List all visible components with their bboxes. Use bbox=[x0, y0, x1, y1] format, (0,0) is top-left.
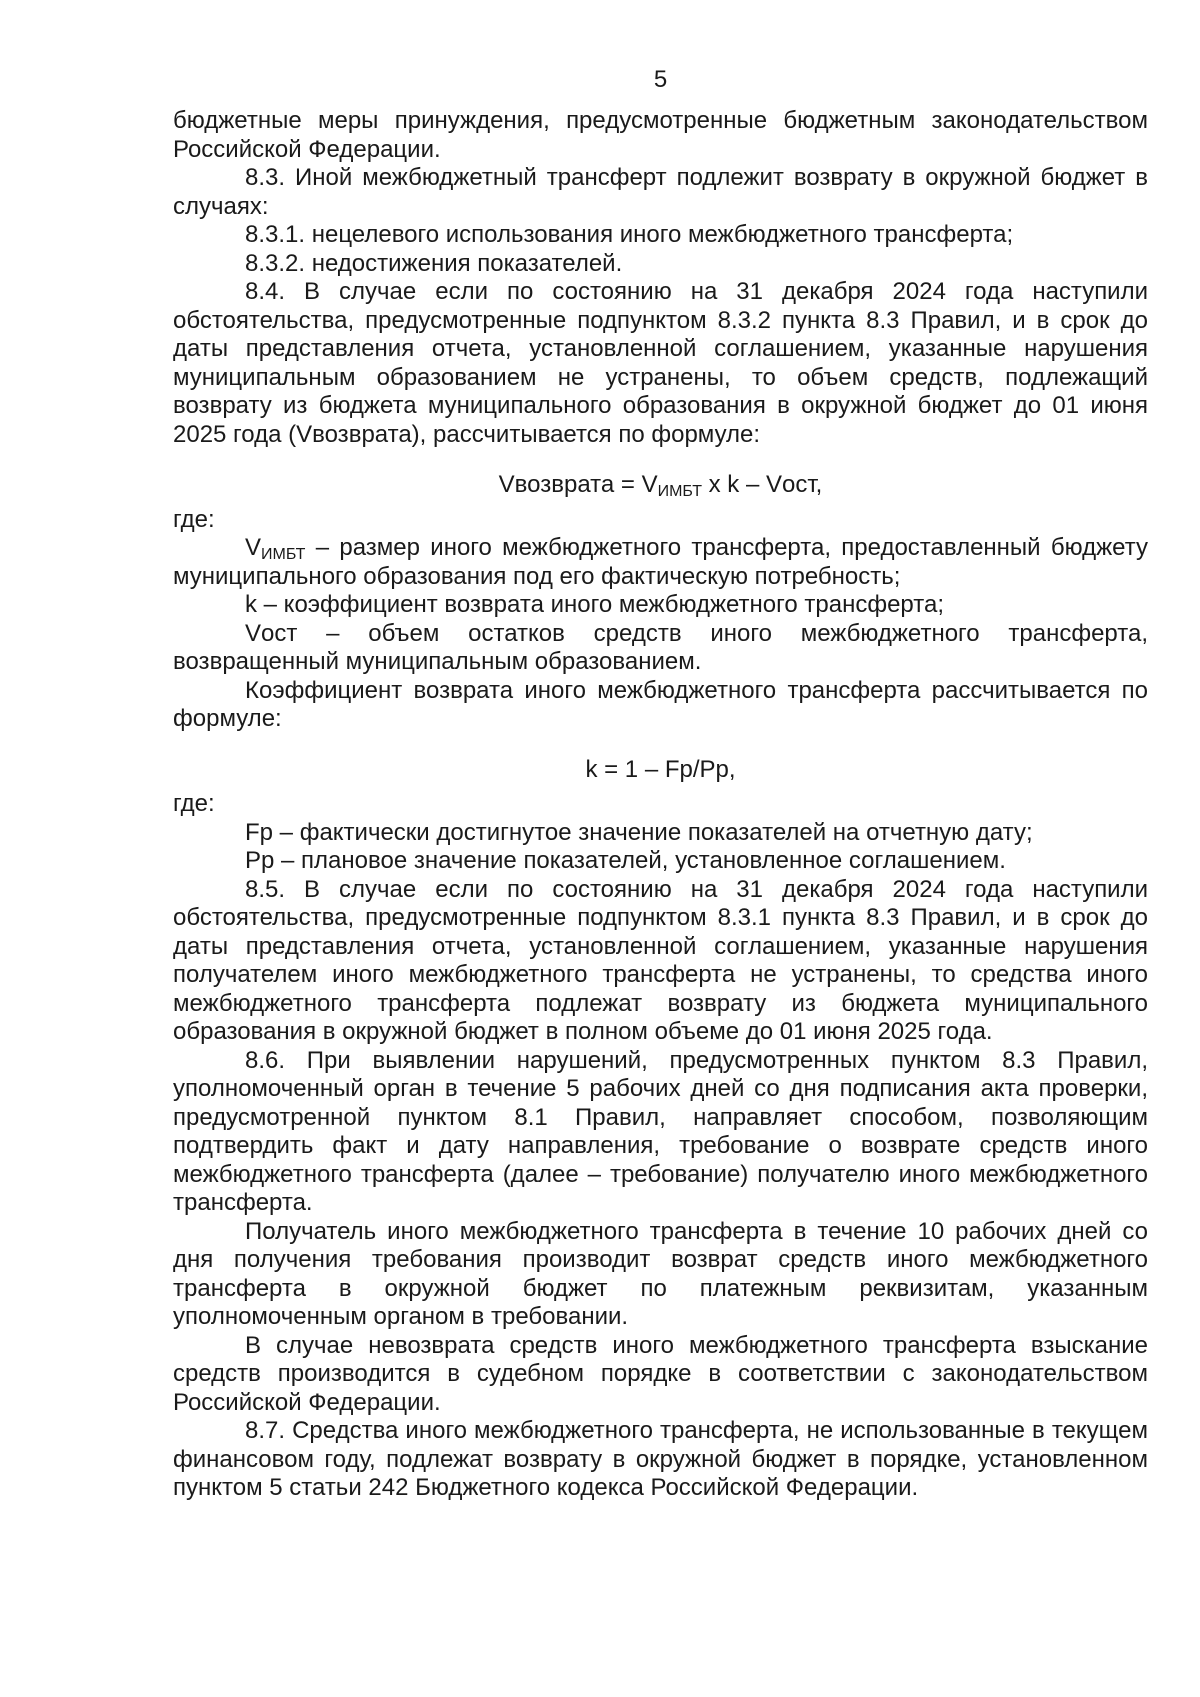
definition-vimbt bbox=[173, 534, 1148, 591]
paragraph-8-3: 8.3. Иной межбюджетный трансферт подлежит возврату в окружной бюджет в случаях: bbox=[173, 164, 1148, 220]
paragraph-budget-measures: бюджетные меры принуждения, предусмотренные бюджетным законодательством Российской Федерации. bbox=[173, 107, 1148, 163]
definition-k: k – коэффициент возврата иного межбюджетного трансферта; bbox=[245, 591, 944, 618]
definition-fp: Fp – фактически достигнутое значение показателей на отчетную дату; bbox=[245, 818, 1033, 846]
where-label-1: где: bbox=[173, 505, 215, 533]
formula-return-volume bbox=[173, 471, 1148, 500]
paragraph-coefficient: Коэффициент возврата иного межбюджетного трансферта рассчитывается по формуле: bbox=[173, 676, 1148, 732]
document-page bbox=[173, 66, 1148, 1503]
formula-return-subscript: ИМБТ bbox=[657, 483, 702, 500]
paragraph-8-5: 8.5. В случае если по состоянию на 31 декабря 2024 года наступили обстоятельства, предусмотренные подпунктом 8.3.1 пункта 8.3 Правил, и в срок до даты представления отчета, установленной соглашением, указанные нарушения получателем иного межбюджетного трансферта не устранены, то средства иного межбюджетного трансферта подлежат возврату из бюджета муниципального образования в окружной бюджет в полном объеме до 01 июня 2025 года. bbox=[173, 875, 1148, 1045]
definition-vimbt-text: – размер иного межбюджетного трансферта, предоставленный бюджету муниципального образования под его фактическую потребность; bbox=[173, 534, 1148, 590]
formula-return-lhs: Vвозврата = V bbox=[498, 471, 658, 498]
definition-pp: Pp – плановое значение показателей, установленное соглашением. bbox=[245, 847, 1006, 874]
page-number: 5 bbox=[653, 66, 668, 93]
paragraph-8-3-2: 8.3.2. недостижения показателей. bbox=[245, 249, 623, 277]
paragraph-8-4: 8.4. В случае если по состоянию на 31 декабря 2024 года наступили обстоятельства, предусмотренные подпунктом 8.3.2 пункта 8.3 Правил, и в срок до даты представления отчета, установленной соглашением, указанные нарушения муниципальным образованием не устранены, то объем средств, подлежащий возврату из бюджета муниципального образования в окружной бюджет до 01 июня 2025 года (Vвозврата), рассчитывается по формуле: bbox=[173, 278, 1148, 448]
where-label-2: где: bbox=[173, 790, 215, 817]
paragraph-8-3-1: 8.3.1. нецелевого использования иного межбюджетного трансферта; bbox=[245, 221, 1014, 248]
paragraph-recipient-return: Получатель иного межбюджетного трансферта в течение 10 рабочих дней со дня получения требования производит возврат средств иного межбюджетного трансферта в окружной бюджет по платежным реквизитам, указанным уполномоченным органом в требовании. bbox=[173, 1217, 1148, 1330]
paragraph-non-return: В случае невозврата средств иного межбюджетного трансферта взыскание средств производится в судебном порядке в соответствии с законодательством Российской Федерации. bbox=[173, 1331, 1148, 1416]
formula-return-rhs: x k – Vост, bbox=[701, 471, 823, 498]
definition-vimbt-subscript: ИМБТ bbox=[261, 546, 306, 563]
formula-coefficient: k = 1 – Fp/Pp, bbox=[585, 755, 736, 783]
paragraph-8-6: 8.6. При выявлении нарушений, предусмотренных пунктом 8.3 Правил, уполномоченный орган в течение 5 рабочих дней со дня подписания акта проверки, предусмотренной пунктом 8.1 Правил, направляет способом, позволяющим подтвердить факт и дату направления, требование о возврате средств иного межбюджетного трансферта (далее – требование) получателю иного межбюджетного трансферта. bbox=[173, 1046, 1148, 1216]
definition-vimbt-v: V bbox=[245, 534, 262, 561]
paragraph-8-7: 8.7. Средства иного межбюджетного трансферта, не использованные в текущем финансовом году, подлежат возврату в окружной бюджет в порядке, установленном пунктом 5 статьи 242 Бюджетного кодекса Российской Федерации. bbox=[173, 1417, 1148, 1501]
definition-vost: Vост – объем остатков средств иного межбюджетного трансферта, возвращенный муниципальным образованием. bbox=[173, 619, 1148, 675]
